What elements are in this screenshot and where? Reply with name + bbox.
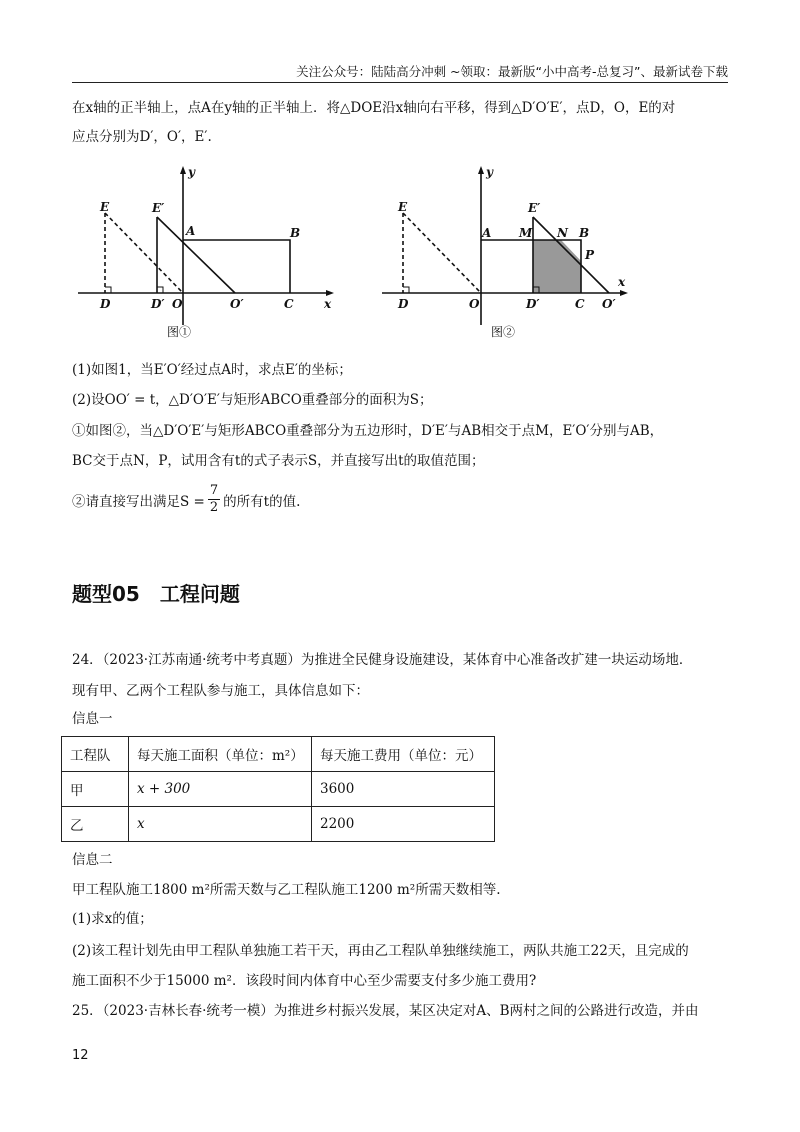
fig1-label-a: A: [186, 224, 196, 238]
fig1-label-e: E: [100, 200, 110, 214]
figure-2: [376, 160, 666, 340]
fig2-label-d: D: [398, 297, 409, 311]
fig2-label-m: M: [519, 226, 533, 240]
fig1-label-d1: D′: [151, 297, 165, 311]
question-2b-after: 的所有t的值.: [223, 493, 301, 510]
problem-24-line-1: 24．（2023·江苏南通·统考中考真题）为推进全民健身设施建设，某体育中心准备改扩建一块运动场地．: [72, 652, 693, 668]
table-cell: x + 300: [129, 772, 312, 807]
table-cell: 乙: [62, 807, 129, 842]
figure-1: [72, 160, 362, 340]
question-2: (2)设OO′ = t，△D′O′E′与矩形ABCO重叠部分的面积为S；: [72, 392, 433, 408]
page-header: 关注公众号：陆陆高分冲刺 ~领取：最新版“小中高考-总复习”、最新试卷下载: [296, 64, 728, 79]
fig1-label-o: O: [172, 297, 183, 311]
fig1-label-y: y: [188, 165, 195, 179]
table-cell: 甲: [62, 772, 129, 807]
problem-25-line-1: 25．（2023·吉林长春·统考一模）为推进乡村振兴发展，某区决定对A、B两村之间的公路进行改造，并由: [72, 1003, 699, 1019]
header-rule: [72, 82, 728, 83]
info-2-label: 信息二: [72, 852, 113, 868]
intro-line-2: 应点分别为D′，O′，E′.: [72, 129, 212, 145]
table-row: [62, 772, 495, 807]
question-2b: [72, 483, 300, 516]
fig2-label-p: P: [585, 248, 595, 262]
question-1: (1)如图1，当E′O′经过点A时，求点E′的坐标；: [72, 362, 352, 378]
fraction: [208, 483, 220, 516]
fig1-label-d: D: [100, 297, 111, 311]
table-header-cell: 每天施工费用（单位：元）: [312, 737, 495, 772]
intro-line-1: 在x轴的正半轴上，点A在y轴的正半轴上．将△DOE沿x轴向右平移，得到△D′O′E′，点D，O，E的对: [72, 100, 676, 116]
table-cell: 2200: [312, 807, 495, 842]
table-cell: 3600: [312, 772, 495, 807]
fig1-caption: 图①: [167, 325, 192, 339]
fraction-denominator: 2: [209, 500, 219, 515]
fig1-label-o1: O′: [230, 297, 244, 311]
info-2-text: 甲工程队施工1800 m²所需天数与乙工程队施工1200 m²所需天数相等.: [72, 882, 501, 898]
table-header-cell: 每天施工面积（单位：m²）: [129, 737, 312, 772]
fig1-label-b: B: [290, 226, 301, 240]
table-header-row: [62, 737, 495, 772]
fig2-label-e1: E′: [528, 201, 541, 215]
fig1-label-e1: E′: [152, 201, 165, 215]
question-2b-before: ②请直接写出满足S =: [72, 493, 205, 510]
table-cell: x: [129, 807, 312, 842]
section-title: 题型05 工程问题: [72, 582, 240, 606]
problem-24-question-2-line-2: 施工面积不少于15000 m²．该段时间内体育中心至少需要支付多少施工费用?: [72, 973, 537, 989]
fig2-label-a: A: [482, 226, 492, 240]
fig2-caption: 图②: [491, 325, 516, 339]
fig2-label-d1: D′: [526, 297, 540, 311]
problem-24-line-2: 现有甲、乙两个工程队参与施工，具体信息如下：: [72, 683, 369, 699]
fig2-label-e: E: [398, 200, 408, 214]
question-2a-line-2: BC交于点N，P，试用含有t的式子表示S，并直接写出t的取值范围；: [72, 453, 485, 469]
fig2-label-b: B: [579, 226, 590, 240]
info-table: [61, 736, 495, 842]
question-2a-line-1: ①如图②，当△D′O′E′与矩形ABCO重叠部分为五边形时，D′E′与AB相交于点M，E′O′分别与AB，: [72, 423, 664, 439]
fraction-numerator: 7: [209, 483, 219, 498]
fig2-label-n: N: [557, 226, 568, 240]
table-row: [62, 807, 495, 842]
problem-24-question-2-line-1: (2)该工程计划先由甲工程队单独施工若干天，再由乙工程队单独继续施工，两队共施工22天，且完成的: [72, 943, 689, 959]
fig2-label-x: x: [618, 275, 626, 289]
fig2-label-o: O: [469, 297, 480, 311]
fig1-label-c: C: [284, 297, 294, 311]
fig1-label-x: x: [324, 297, 332, 311]
fig2-label-c: C: [575, 297, 585, 311]
fig2-label-o1: O′: [602, 297, 616, 311]
problem-24-question-1: (1)求x的值；: [72, 911, 153, 927]
page-number: 12: [72, 1048, 89, 1063]
fig2-label-y: y: [486, 165, 493, 179]
table-header-cell: 工程队: [62, 737, 129, 772]
info-1-label: 信息一: [72, 711, 113, 727]
